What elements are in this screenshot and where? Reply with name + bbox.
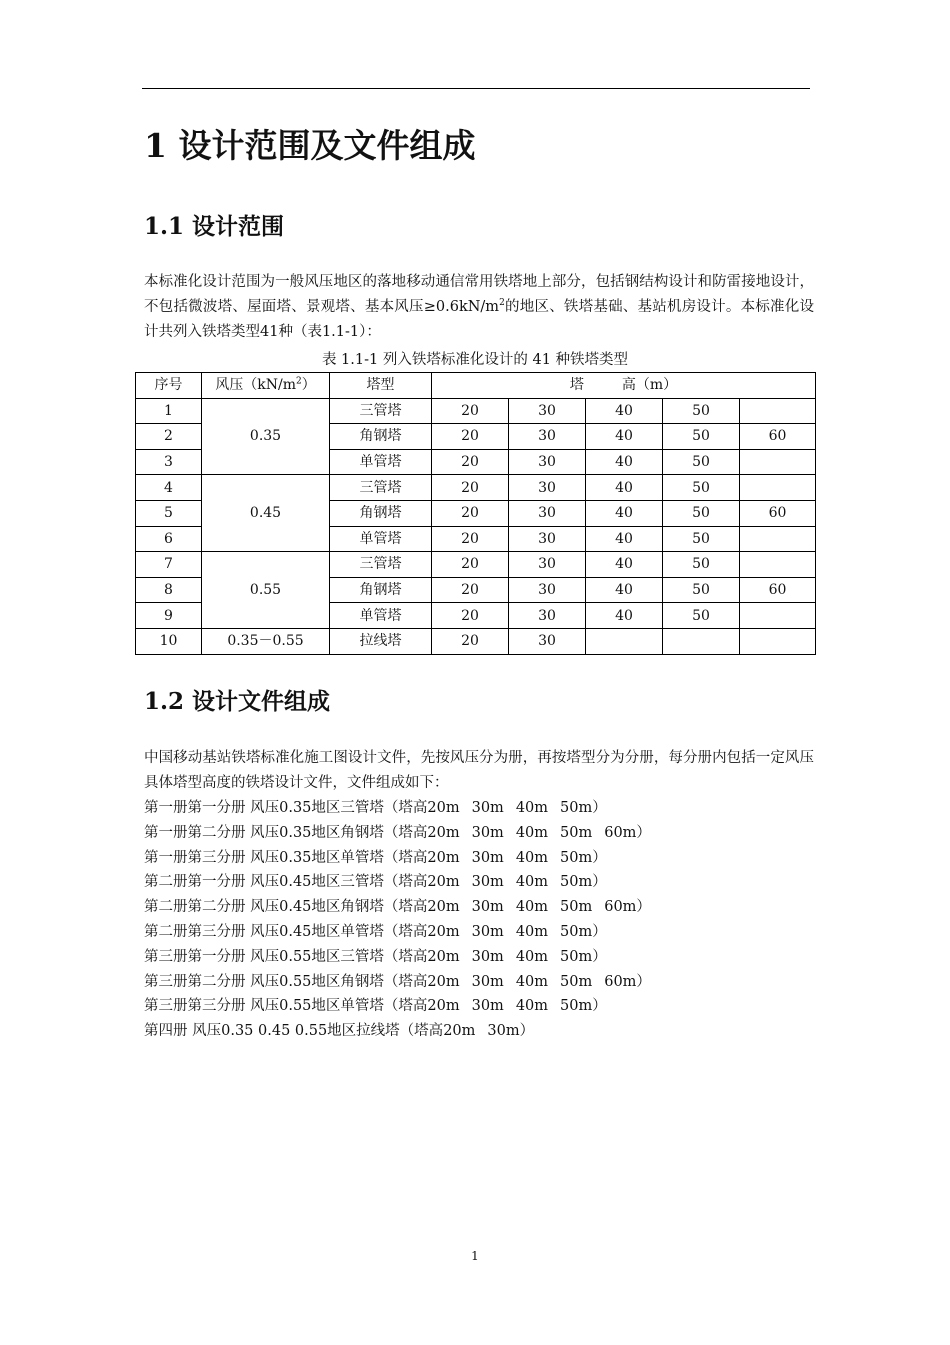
file-title: 第一册第一分册 风压0.35地区三管塔（塔高 bbox=[144, 800, 428, 816]
file-height: 50m bbox=[560, 824, 593, 841]
row-index: 6 bbox=[136, 526, 202, 552]
file-title-close: ） bbox=[592, 948, 607, 965]
table-row bbox=[136, 628, 816, 654]
file-list-item bbox=[144, 945, 651, 970]
row-index: 3 bbox=[136, 449, 202, 475]
file-height: 30m bbox=[471, 874, 504, 891]
chapter-title: 1 设计范围及文件组成 bbox=[144, 126, 476, 165]
row-height-cell: 30 bbox=[509, 577, 586, 603]
file-list-item bbox=[144, 1019, 651, 1044]
file-list bbox=[144, 796, 651, 1044]
row-height-cell: 40 bbox=[586, 449, 663, 475]
file-height: 30m bbox=[471, 948, 504, 965]
file-title: 第一册第三分册 风压0.35地区单管塔（塔高 bbox=[144, 849, 428, 866]
row-height-cell: 50 bbox=[663, 526, 740, 552]
file-height: 20m bbox=[427, 874, 460, 891]
file-title-close: ） bbox=[592, 874, 607, 891]
tower-types-table bbox=[135, 372, 816, 655]
row-height-cell: 40 bbox=[586, 424, 663, 450]
file-height: 40m bbox=[515, 800, 549, 816]
row-height-cell: 20 bbox=[432, 475, 509, 501]
file-title: 第三册第一分册 风压0.55地区三管塔（塔高 bbox=[144, 948, 428, 965]
table-caption: 表 1.1-1 列入铁塔标准化设计的 41 种铁塔类型 bbox=[321, 352, 629, 368]
row-tower-type: 拉线塔 bbox=[330, 628, 432, 654]
file-list-item bbox=[144, 870, 651, 895]
file-title-close: ） bbox=[592, 923, 607, 940]
row-index: 1 bbox=[136, 398, 202, 424]
row-height-cell bbox=[586, 628, 663, 654]
file-height: 30m bbox=[471, 824, 504, 841]
row-tower-type: 角钢塔 bbox=[330, 577, 432, 603]
row-height-cell: 50 bbox=[663, 398, 740, 424]
row-tower-type: 单管塔 bbox=[330, 526, 432, 552]
row-height-cell: 40 bbox=[586, 398, 663, 424]
row-index: 7 bbox=[136, 552, 202, 578]
file-height: 30m bbox=[471, 800, 504, 816]
row-height-cell bbox=[740, 475, 816, 501]
section-title-files: 1.2 设计文件组成 bbox=[144, 688, 331, 715]
row-tower-type: 三管塔 bbox=[330, 398, 432, 424]
row-height-cell: 40 bbox=[586, 552, 663, 578]
file-list-item bbox=[144, 796, 651, 821]
file-height: 20m bbox=[427, 849, 460, 866]
row-index: 4 bbox=[136, 475, 202, 501]
file-title-close: ） bbox=[519, 1023, 535, 1040]
row-height-cell: 30 bbox=[509, 603, 586, 629]
header-pressure bbox=[202, 373, 330, 399]
row-tower-type: 角钢塔 bbox=[330, 424, 432, 450]
row-height-cell: 20 bbox=[432, 398, 509, 424]
section-title-scope: 1.1 设计范围 bbox=[144, 213, 285, 240]
table-row bbox=[136, 475, 816, 501]
file-height: 60m bbox=[604, 824, 637, 841]
file-title-close: ） bbox=[636, 973, 651, 990]
file-height: 50m bbox=[560, 923, 593, 940]
row-height-cell: 50 bbox=[663, 552, 740, 578]
row-height-cell: 20 bbox=[432, 526, 509, 552]
scope-paragraph bbox=[144, 270, 814, 345]
row-height-cell: 30 bbox=[509, 628, 586, 654]
file-list-item bbox=[144, 895, 651, 920]
file-height: 40m bbox=[515, 998, 549, 1015]
header-pressure-close: ） bbox=[301, 377, 316, 394]
file-height: 30m bbox=[471, 973, 504, 990]
file-title-close: ） bbox=[636, 824, 651, 841]
file-title-close: ） bbox=[636, 899, 651, 916]
file-height: 30m bbox=[471, 923, 504, 940]
row-height-cell bbox=[740, 552, 816, 578]
row-height-cell: 50 bbox=[663, 577, 740, 603]
file-height: 50m bbox=[560, 973, 593, 990]
header-rule bbox=[142, 88, 810, 89]
file-title: 第二册第一分册 风压0.45地区三管塔（塔高 bbox=[144, 874, 428, 891]
page-number: 1 bbox=[471, 1249, 479, 1263]
file-height: 50m bbox=[560, 874, 593, 891]
row-height-cell: 20 bbox=[432, 603, 509, 629]
file-title: 第四册 风压0.35 0.45 0.55地区拉线塔（塔高 bbox=[144, 1023, 444, 1040]
file-title: 第一册第二分册 风压0.35地区角钢塔（塔高 bbox=[144, 824, 428, 841]
files-paragraph: 中国移动基站铁塔标准化施工图设计文件，先按风压分为册，再按塔型分为分册，每分册内包括一定风压具体塔型高度的铁塔设计文件，文件组成如下： bbox=[144, 750, 814, 791]
row-height-cell: 20 bbox=[432, 577, 509, 603]
file-height: 40m bbox=[515, 948, 549, 965]
file-height: 40m bbox=[515, 824, 549, 841]
file-height: 60m bbox=[604, 899, 637, 916]
table-header-row bbox=[136, 373, 816, 399]
row-height-cell: 50 bbox=[663, 500, 740, 526]
row-pressure: 0.55 bbox=[202, 552, 330, 629]
row-tower-type: 单管塔 bbox=[330, 603, 432, 629]
row-height-cell: 20 bbox=[432, 552, 509, 578]
row-height-cell: 30 bbox=[509, 424, 586, 450]
table-body bbox=[136, 398, 816, 654]
row-tower-type: 单管塔 bbox=[330, 449, 432, 475]
row-height-cell: 50 bbox=[663, 449, 740, 475]
row-index: 10 bbox=[136, 628, 202, 654]
header-height-char2: 高（m） bbox=[621, 377, 678, 394]
file-list-item bbox=[144, 821, 651, 846]
file-height: 20m bbox=[427, 923, 460, 940]
row-height-cell: 30 bbox=[509, 500, 586, 526]
scope-paragraph-part2: 的地区、铁塔基础、基站机房设计。本标准化设计共列入铁塔类型41种（表1.1-1）： bbox=[144, 299, 814, 340]
row-height-cell: 30 bbox=[509, 449, 586, 475]
file-height: 20m bbox=[427, 948, 460, 965]
file-title: 第三册第二分册 风压0.55地区角钢塔（塔高 bbox=[144, 973, 428, 990]
row-height-cell: 20 bbox=[432, 500, 509, 526]
row-height-cell bbox=[740, 526, 816, 552]
file-title-close: ） bbox=[592, 849, 607, 866]
file-height: 20m bbox=[427, 800, 460, 816]
file-list-item bbox=[144, 920, 651, 945]
row-height-cell: 40 bbox=[586, 577, 663, 603]
row-height-cell: 20 bbox=[432, 424, 509, 450]
row-tower-type: 三管塔 bbox=[330, 552, 432, 578]
table-row bbox=[136, 552, 816, 578]
row-height-cell: 60 bbox=[740, 424, 816, 450]
row-height-cell bbox=[740, 449, 816, 475]
row-height-cell: 30 bbox=[509, 552, 586, 578]
file-list-item bbox=[144, 994, 651, 1019]
file-height: 60m bbox=[604, 973, 637, 990]
row-index: 8 bbox=[136, 577, 202, 603]
header-type: 塔型 bbox=[330, 373, 432, 399]
file-height: 30m bbox=[471, 849, 504, 866]
row-height-cell bbox=[663, 628, 740, 654]
file-title: 第三册第三分册 风压0.55地区单管塔（塔高 bbox=[144, 998, 428, 1015]
row-height-cell: 40 bbox=[586, 475, 663, 501]
row-height-cell: 30 bbox=[509, 526, 586, 552]
header-height bbox=[432, 373, 816, 399]
file-height: 50m bbox=[560, 948, 593, 965]
file-height: 30m bbox=[471, 998, 504, 1015]
file-height: 20m bbox=[427, 998, 460, 1015]
row-height-cell: 50 bbox=[663, 603, 740, 629]
file-height: 20m bbox=[427, 973, 460, 990]
row-tower-type: 三管塔 bbox=[330, 475, 432, 501]
file-title: 第二册第二分册 风压0.45地区角钢塔（塔高 bbox=[144, 899, 428, 916]
row-height-cell: 50 bbox=[663, 424, 740, 450]
scope-paragraph-sup: 2 bbox=[499, 298, 505, 309]
row-height-cell: 30 bbox=[509, 398, 586, 424]
row-height-cell: 40 bbox=[586, 500, 663, 526]
row-height-cell: 60 bbox=[740, 500, 816, 526]
row-height-cell: 20 bbox=[432, 449, 509, 475]
file-title-close: ） bbox=[592, 800, 607, 816]
file-height: 40m bbox=[515, 923, 549, 940]
file-height: 40m bbox=[515, 973, 549, 990]
file-height: 20m bbox=[443, 1023, 476, 1040]
file-height: 20m bbox=[427, 899, 460, 916]
file-height: 50m bbox=[560, 849, 593, 866]
file-title-close: ） bbox=[592, 998, 607, 1015]
row-index: 5 bbox=[136, 500, 202, 526]
row-height-cell: 40 bbox=[586, 603, 663, 629]
row-index: 2 bbox=[136, 424, 202, 450]
table-row bbox=[136, 398, 816, 424]
row-height-cell: 40 bbox=[586, 526, 663, 552]
file-list-item bbox=[144, 970, 651, 995]
scope-paragraph-part1: 本标准化设计范围为一般风压地区的落地移动通信常用铁塔地上部分，包括钢结构设计和防雷接地设计，不包括微波塔、屋面塔、景观塔、基本风压≥0.6kN/m bbox=[144, 274, 814, 315]
file-title: 第二册第三分册 风压0.45地区单管塔（塔高 bbox=[144, 923, 428, 940]
header-index: 序号 bbox=[136, 373, 202, 399]
row-pressure: 0.35－0.55 bbox=[202, 628, 330, 654]
header-height-char1: 塔 bbox=[569, 377, 584, 394]
row-height-cell bbox=[740, 398, 816, 424]
file-height: 30m bbox=[487, 1023, 520, 1040]
row-height-cell: 20 bbox=[432, 628, 509, 654]
file-height: 20m bbox=[427, 824, 460, 841]
file-height: 40m bbox=[515, 899, 549, 916]
file-height: 40m bbox=[515, 849, 549, 866]
row-pressure: 0.45 bbox=[202, 475, 330, 552]
row-height-cell: 50 bbox=[663, 475, 740, 501]
row-height-cell: 60 bbox=[740, 577, 816, 603]
file-list-item bbox=[144, 846, 651, 871]
file-height: 50m bbox=[560, 899, 593, 916]
file-height: 50m bbox=[560, 998, 593, 1015]
file-height: 40m bbox=[515, 874, 549, 891]
row-height-cell: 30 bbox=[509, 475, 586, 501]
file-height: 50m bbox=[560, 800, 593, 816]
file-height: 30m bbox=[471, 899, 504, 916]
row-height-cell bbox=[740, 628, 816, 654]
row-height-cell bbox=[740, 603, 816, 629]
row-index: 9 bbox=[136, 603, 202, 629]
row-pressure: 0.35 bbox=[202, 398, 330, 475]
header-pressure-text: 风压（kN/m bbox=[215, 377, 296, 394]
row-tower-type: 角钢塔 bbox=[330, 500, 432, 526]
header-pressure-sup: 2 bbox=[296, 376, 302, 387]
